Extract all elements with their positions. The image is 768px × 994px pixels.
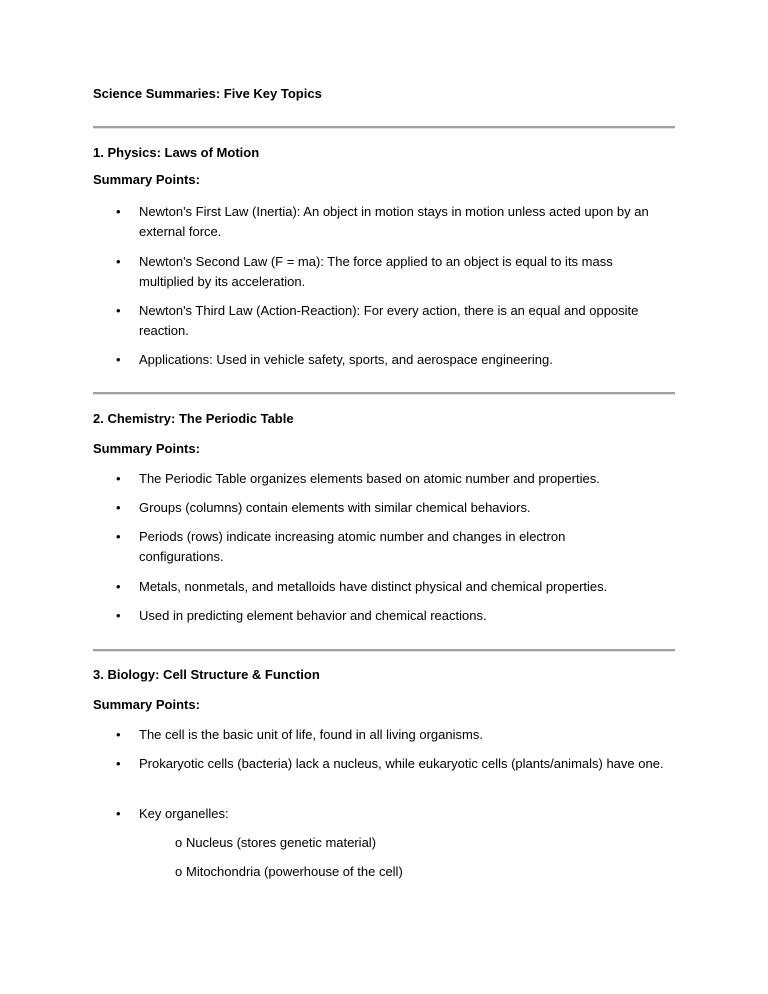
bullet-icon: • xyxy=(116,756,121,771)
bullet-icon: • xyxy=(116,608,121,623)
bullet-icon: • xyxy=(116,500,121,515)
list-item: The cell is the basic unit of life, found in all living organisms. xyxy=(139,727,483,742)
list-item: Used in predicting element behavior and chemical reactions. xyxy=(139,608,487,623)
divider xyxy=(93,392,675,395)
list-item: Periods (rows) indicate increasing atomic number and changes in electron configurations. xyxy=(139,529,566,564)
section-heading: 3. Biology: Cell Structure & Function xyxy=(93,667,320,682)
summary-label: Summary Points: xyxy=(93,172,200,187)
bullet-icon: • xyxy=(116,303,121,318)
list-item: Newton's Third Law (Action-Reaction): For every action, there is an equal and opposite reaction. xyxy=(139,303,639,338)
divider xyxy=(93,649,675,652)
summary-label: Summary Points: xyxy=(93,697,200,712)
bullet-icon: • xyxy=(116,579,121,594)
sub-list-item: Nucleus (stores genetic material) xyxy=(186,835,377,850)
bullet-icon: • xyxy=(116,204,121,219)
list-item: Newton's First Law (Inertia): An object in motion stays in motion unless acted upon by an external force. xyxy=(139,204,649,239)
divider xyxy=(93,126,675,129)
document-title: Science Summaries: Five Key Topics xyxy=(93,86,322,101)
sub-list-item: Mitochondria (powerhouse of the cell) xyxy=(186,864,403,879)
sub-bullet-icon: o xyxy=(175,835,183,850)
bullet-icon: • xyxy=(116,727,121,742)
section-heading: 2. Chemistry: The Periodic Table xyxy=(93,411,294,426)
list-item: Metals, nonmetals, and metalloids have distinct physical and chemical properties. xyxy=(139,579,608,594)
list-item: Prokaryotic cells (bacteria) lack a nucleus, while eukaryotic cells (plants/animals) have one. xyxy=(139,756,664,771)
list-item: Newton's Second Law (F = ma): The force applied to an object is equal to its mass multiplied by its acceleration. xyxy=(139,254,613,289)
bullet-icon: • xyxy=(116,471,121,486)
bullet-icon: • xyxy=(116,806,121,821)
bullet-icon: • xyxy=(116,529,121,544)
list-item: Key organelles: xyxy=(139,806,229,821)
section-heading: 1. Physics: Laws of Motion xyxy=(93,145,260,160)
list-item: Groups (columns) contain elements with similar chemical behaviors. xyxy=(139,500,531,515)
summary-label: Summary Points: xyxy=(93,441,200,456)
list-item: The Periodic Table organizes elements based on atomic number and properties. xyxy=(139,471,600,486)
sub-bullet-icon: o xyxy=(175,864,183,879)
bullet-icon: • xyxy=(116,352,121,367)
list-item: Applications: Used in vehicle safety, sports, and aerospace engineering. xyxy=(139,352,553,367)
bullet-icon: • xyxy=(116,254,121,269)
